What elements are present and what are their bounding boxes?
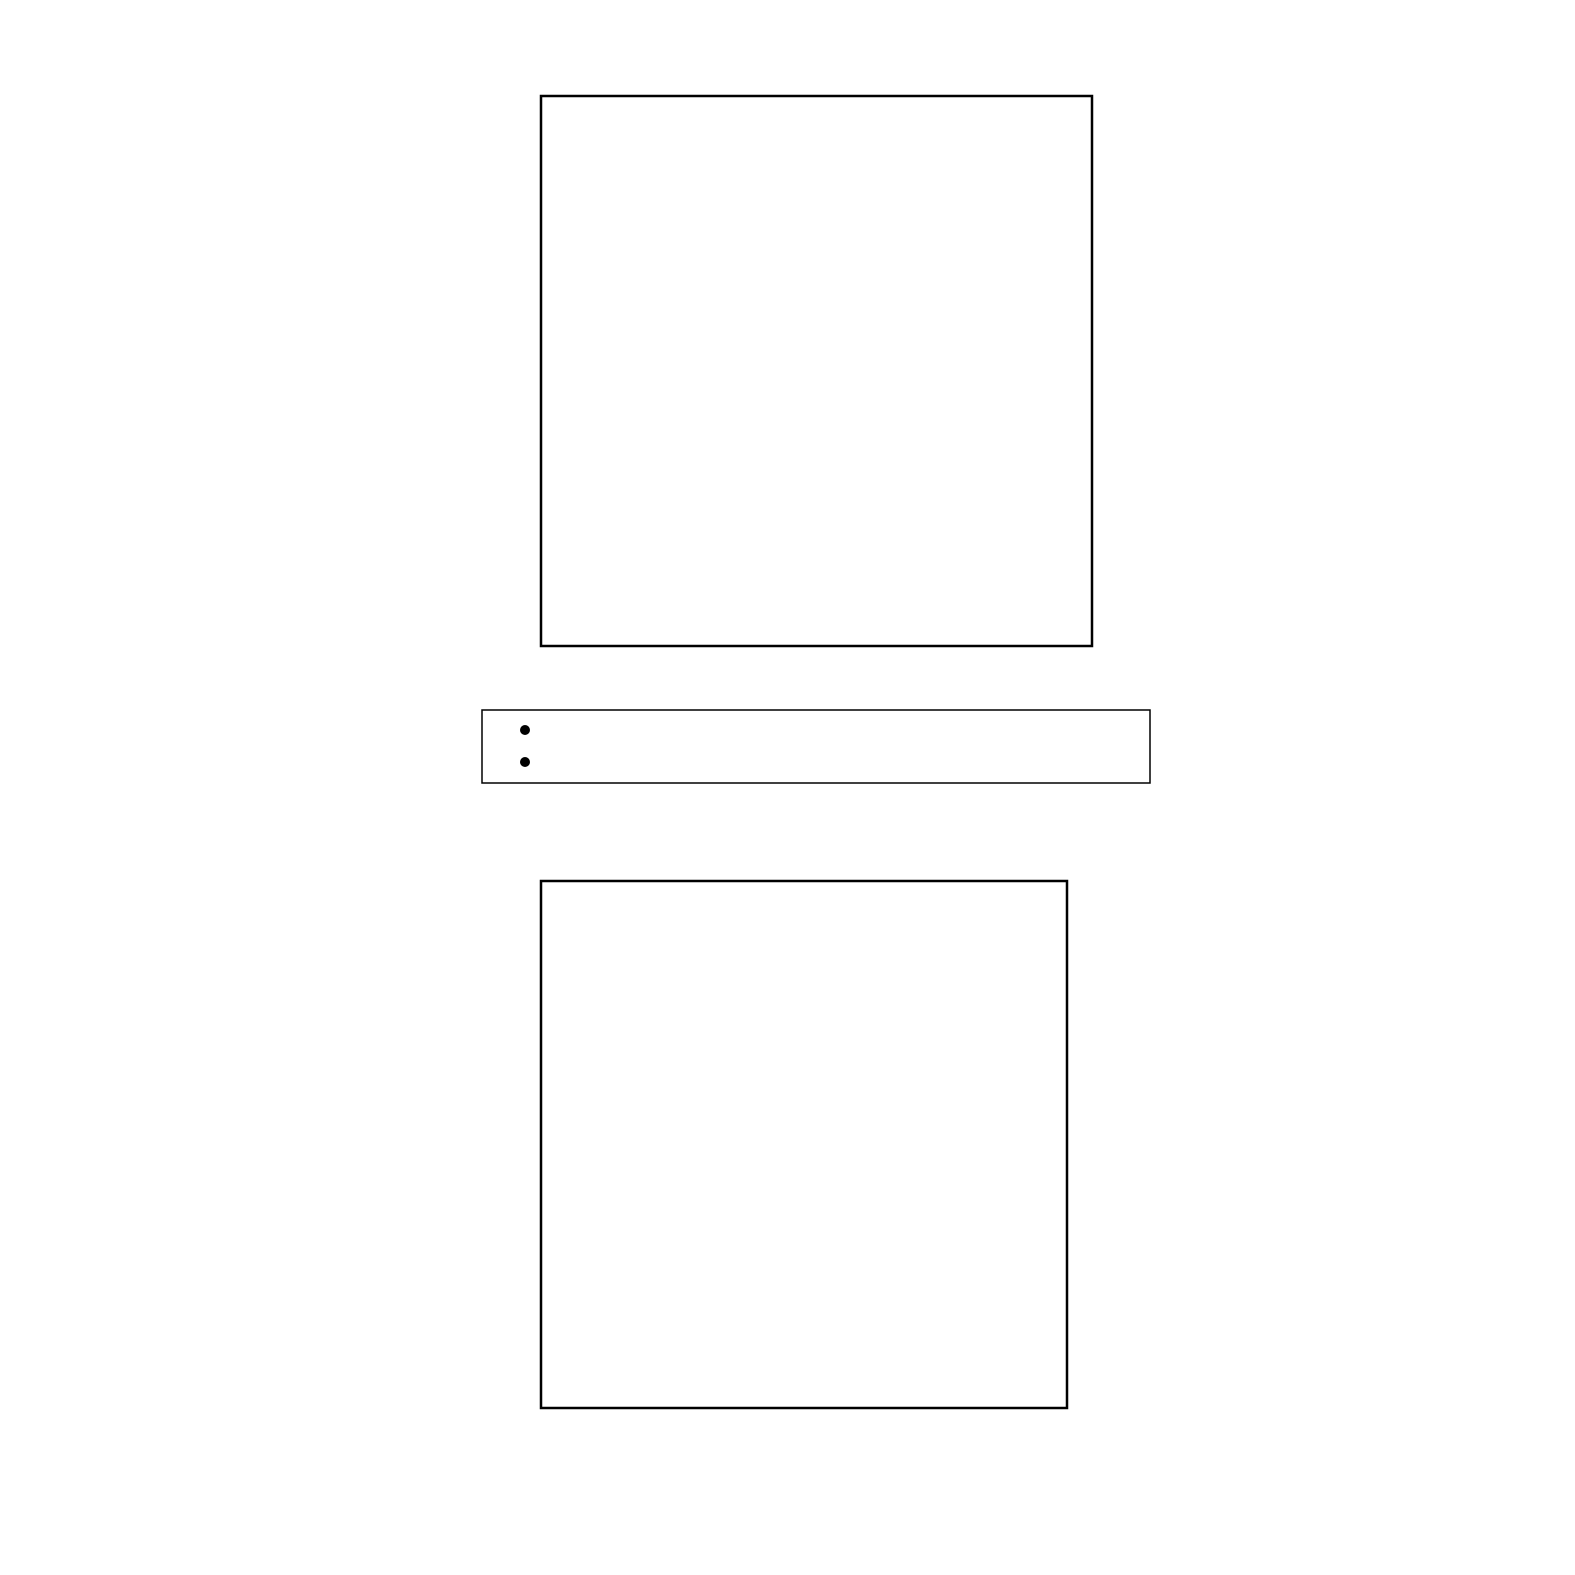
legend-box [482,710,1150,783]
legend [482,710,1150,783]
annual-cycle-chart [541,96,1092,646]
difference-chart [541,881,1067,1408]
legend-marker-arm [520,725,530,735]
difference-plot-frame [541,881,1067,1408]
plot-frame [541,96,1092,646]
legend-marker-model [520,757,530,767]
